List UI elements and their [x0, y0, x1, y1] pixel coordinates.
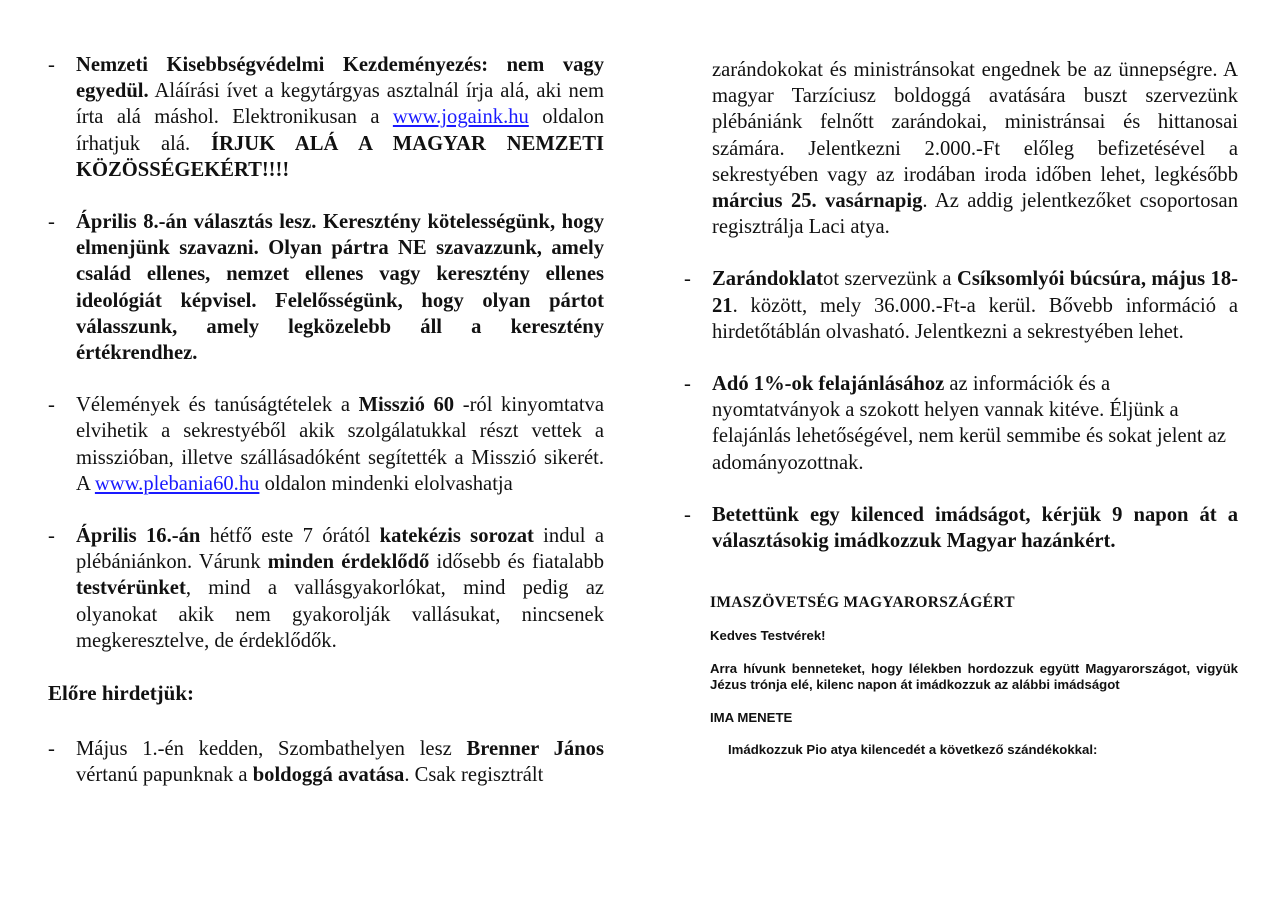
left-column	[48, 52, 604, 814]
plebania60-link[interactable]: www.plebania60.hu	[94, 472, 260, 495]
item-text: hétfő este 7 órától	[200, 525, 380, 548]
item-bold: minden érdeklődő	[267, 551, 430, 574]
item-bold: Április 8.-án választás lesz. Keresztény kötelességünk, hogy elmenjünk szavazni. Olyan pártra NE szavazzunk, amely család ellenes, nemzet ellenes vagy keresztény ellenes ideológiát képvisel. Felelősségünk, hogy olyan pártot válasszunk, amely legközelebb áll a keresztény értékrendhez.	[76, 211, 604, 365]
item-text: az információk és a nyomtatványok a szokott helyen vannak kitéve. Éljünk a felajánlás lehetőségével, nem kerül semmibe és sokat jelent az adományozottnak.	[712, 373, 1227, 474]
item-bold: katekézis sorozat	[379, 525, 534, 548]
prayer-intro: Imádkozzuk Pio atya kilencedét a következő szándékokkal:	[728, 742, 1098, 758]
item-text: indul a plébániánkon. Várunk	[76, 525, 604, 574]
announcement-beatification-continued	[684, 57, 1238, 240]
item-text: -ról kinyomtatva elvihetik a sekrestyéből akik szolgálatukkal részt vettek a misszióban, illetve szállásadóként segítették a Misszió sikerét. A	[76, 394, 604, 495]
item-text: Vélemények és tanúságtételek a	[76, 394, 359, 417]
item-bold: ÍRJUK ALÁ A MAGYAR NEMZETI KÖZÖSSÉGEKÉRT!!!!	[76, 132, 604, 181]
list-dash: -	[684, 268, 691, 291]
list-dash: -	[48, 394, 55, 417]
announcement-pilgrimage	[684, 266, 1238, 345]
jogaink-link[interactable]: www.jogaink.hu	[392, 106, 529, 129]
announcement-mission60	[48, 392, 604, 497]
item-bold: Brenner János	[466, 738, 604, 761]
item-bold: Április 16.-án	[76, 525, 201, 548]
item-text: zarándokokat és ministránsokat engednek be az ünnepségre. A magyar Tarzíciusz boldoggá avatására buszt szervezünk plébániánk felnőtt zarándokai, ministránsai és hittanosai számára. Jelentkezni 2.000.-Ft előleg befizetésével a sekrestyében vagy az irodában iroda időben lehet, legkésőbb	[712, 59, 1238, 186]
announcement-election	[48, 209, 604, 366]
list-dash: -	[684, 373, 691, 396]
section-heading: Előre hirdetjük:	[48, 681, 195, 706]
announcement-novena	[684, 502, 1238, 554]
item-text: oldalon írhatjuk alá.	[76, 106, 604, 155]
announcement-minority-initiative	[48, 52, 604, 183]
item-bold: Zarándoklat	[712, 268, 824, 291]
item-text: . között, mely 36.000.-Ft-a kerül. Bővebb információ a hirdetőtáblán olvasható. Jelentkezni a sekrestyében lehet.	[712, 294, 1238, 343]
announcement-catechesis	[48, 523, 604, 654]
list-dash: -	[48, 211, 55, 234]
item-bold: testvérünket	[76, 577, 186, 600]
item-bold: Csíksomlyói búcsúra, május 18-21	[712, 268, 1238, 317]
item-text: . Csak regisztrált	[404, 764, 544, 787]
list-dash: -	[48, 525, 55, 548]
item-text: , mind a vallásgyakorlókat, mind pedig az olyanokat akik nem gyakorolják vallásukat, nincsenek megkeresztelve, de érdeklődők.	[76, 577, 604, 652]
item-bold: március 25. vasárnapig	[712, 190, 923, 213]
prayer-paragraph: Arra hívunk benneteket, hogy lélekben hordozzuk együtt Magyarországot, vigyük Jézus trónja elé, kilenc napon át imádkozzuk az alábbi imádságot	[710, 660, 1238, 693]
announcement-beatification	[48, 736, 604, 788]
item-text: oldalon mindenki elolvashatja	[259, 472, 513, 495]
prayer-alliance-title: IMASZÖVETSÉG MAGYARORSZÁGÉRT	[710, 594, 1015, 612]
item-text: . Az addig jelentkezőket csoportosan regisztrálja Laci atya.	[712, 190, 1238, 239]
item-bold: boldoggá avatása	[252, 764, 405, 787]
item-text: ot szervezünk a	[823, 268, 957, 291]
list-dash: -	[48, 738, 55, 761]
prayer-order-heading: IMA MENETE	[710, 709, 793, 725]
item-bold: Adó 1%-ok felajánlásához	[712, 373, 945, 396]
announcement-tax-donation	[684, 371, 1238, 476]
right-column	[684, 57, 1238, 775]
list-dash: -	[684, 503, 691, 526]
item-text: Aláírási ívet a kegytárgyas asztalnál írja alá, aki nem írta alá máshol. Elektronikusan a	[76, 80, 604, 129]
item-text: vértanú papunknak a	[76, 764, 253, 787]
item-bold: Nemzeti Kisebbségvédelmi Kezdeményezés: nem vagy egyedül.	[76, 54, 604, 103]
item-text: Május 1.-én kedden, Szombathelyen lesz	[76, 738, 467, 761]
item-text: idősebb és fiatalabb	[429, 551, 605, 574]
item-bold: Misszió 60	[358, 394, 455, 417]
list-dash: -	[48, 54, 55, 76]
prayer-greeting: Kedves Testvérek!	[710, 628, 826, 644]
item-bold: Betettünk egy kilenced imádságot, kérjük 9 napon át a választásokig imádkozzuk Magyar hazánkért.	[712, 503, 1238, 553]
